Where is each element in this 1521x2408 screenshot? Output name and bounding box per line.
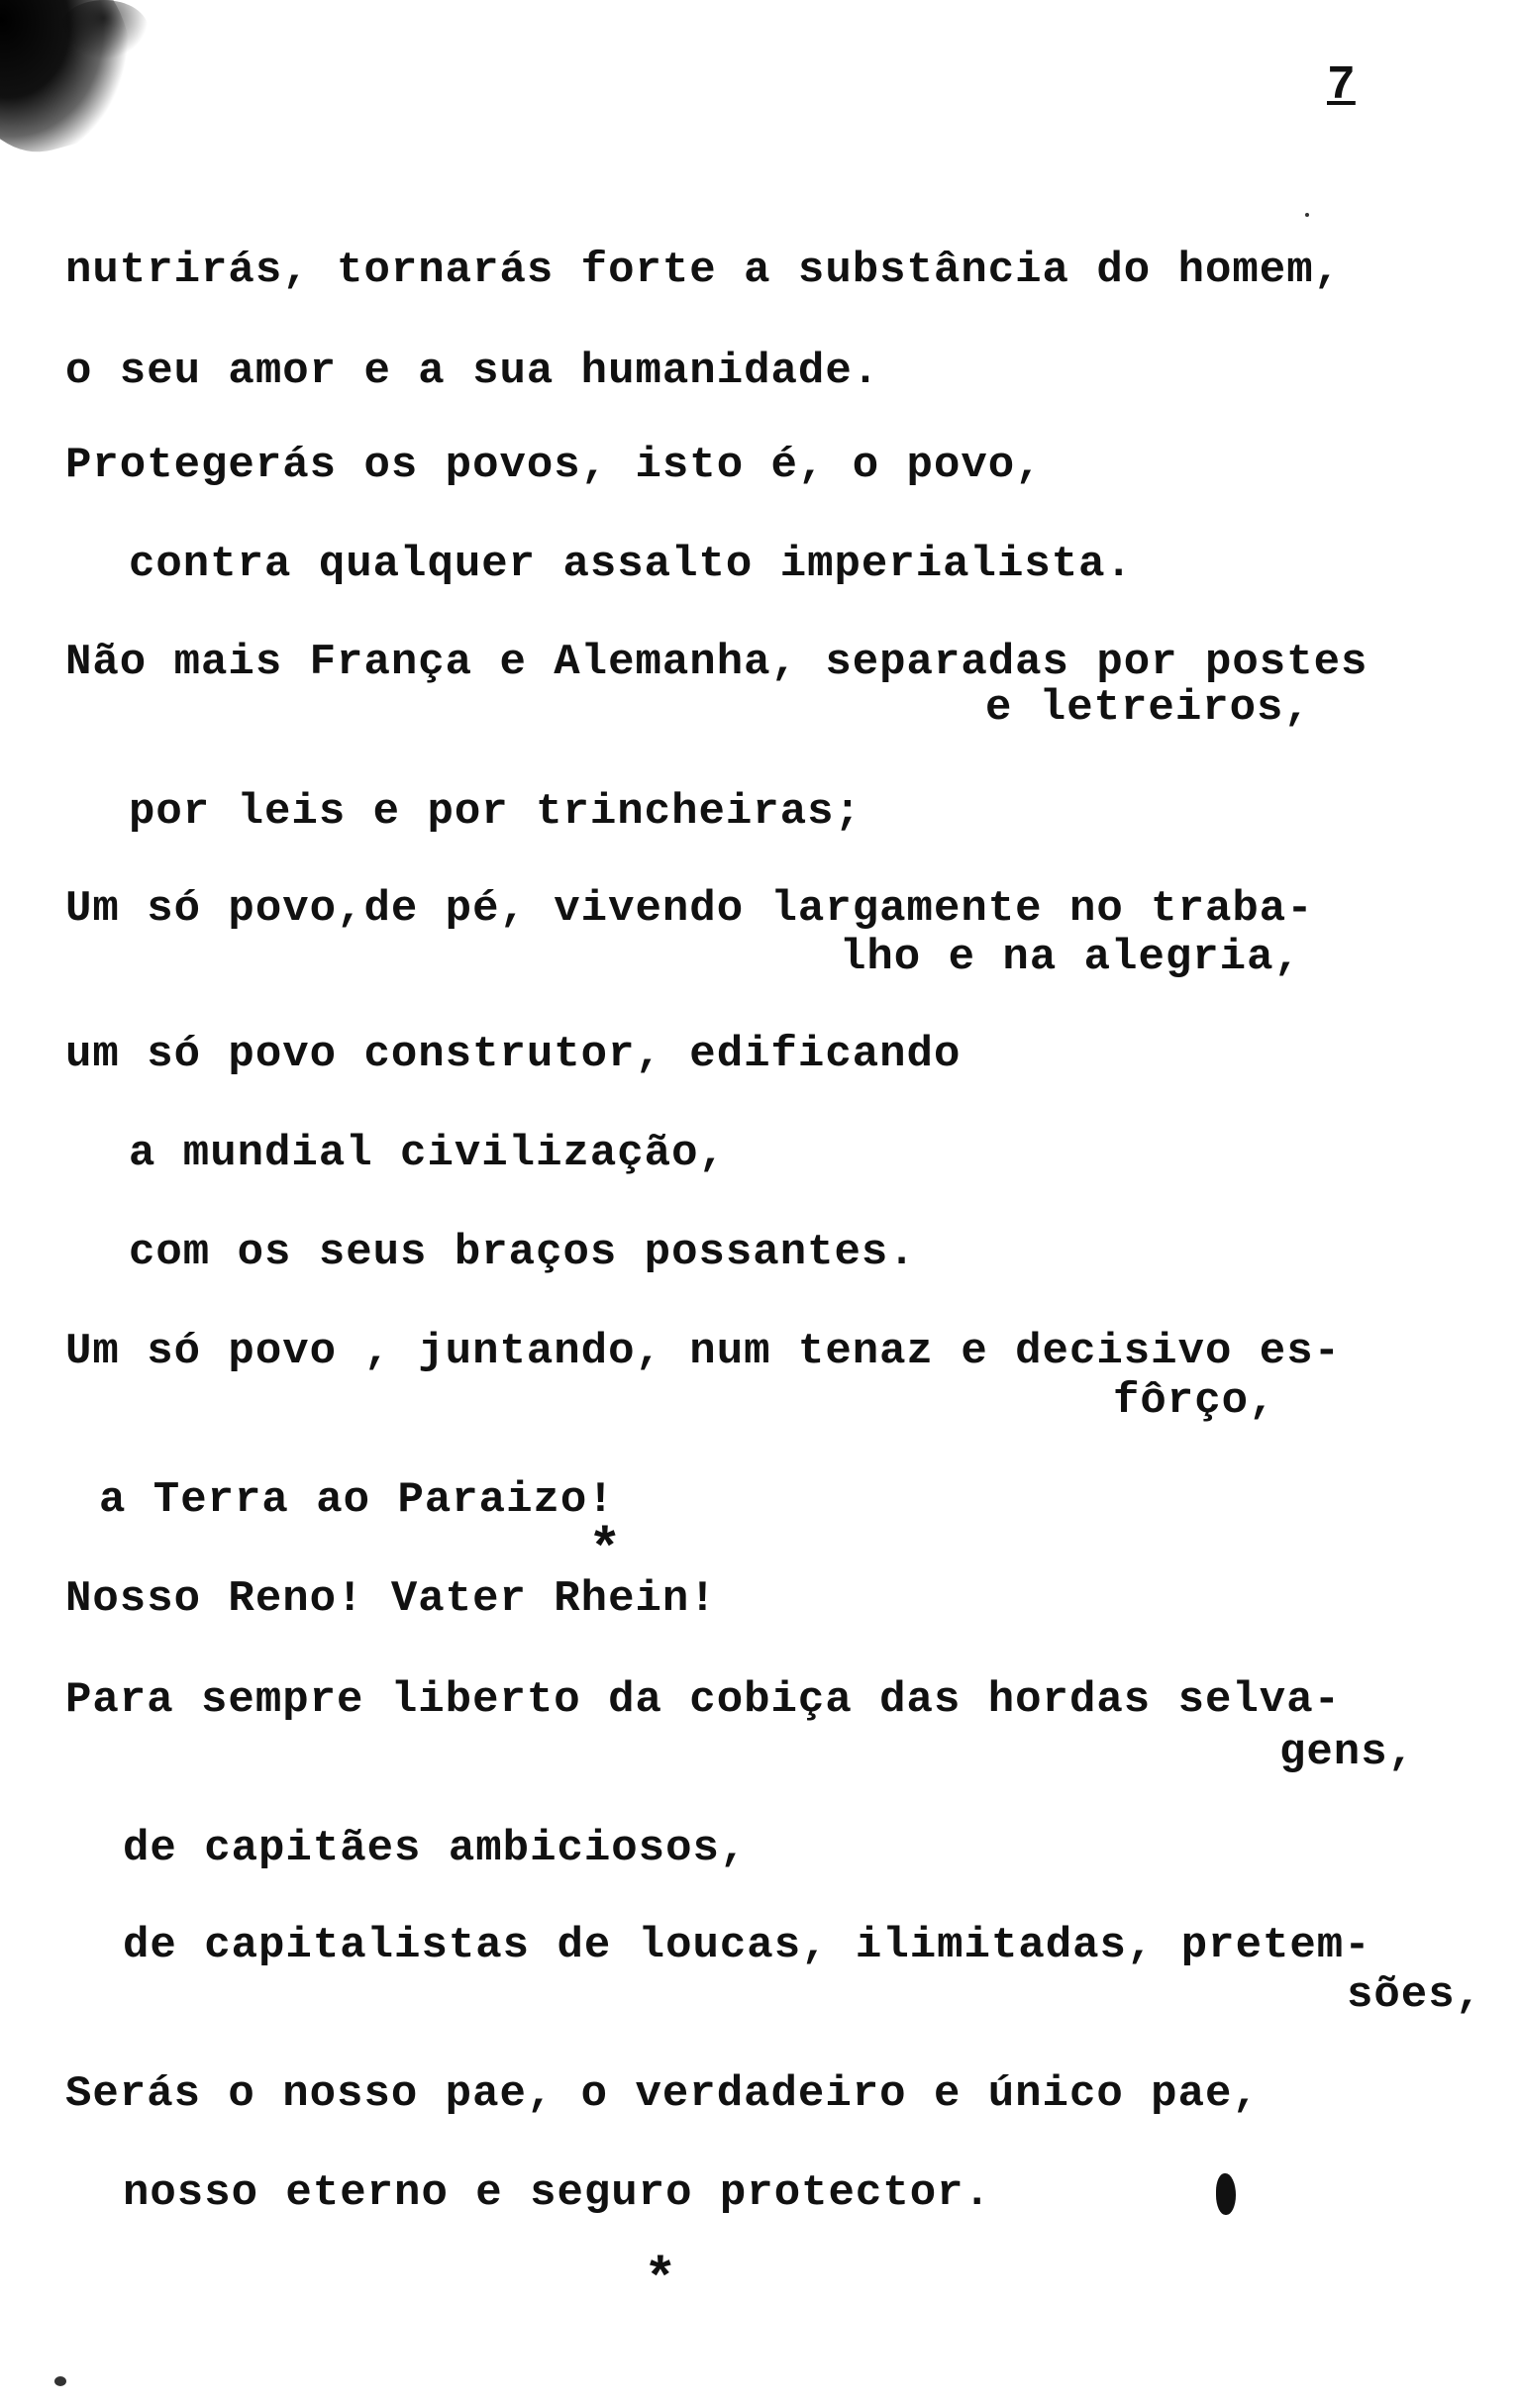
poem-line-9: a mundial civilização, (129, 1129, 726, 1178)
poem-line-14-continuation: gens, (1279, 1728, 1416, 1777)
poem-line-18: nosso eterno e seguro protector. (123, 2168, 991, 2218)
ink-smudge-faint (59, 0, 149, 59)
poem-line-17: Serás o nosso pae, o verdadeiro e único pae, (65, 2069, 1260, 2119)
ink-speck (54, 2376, 66, 2386)
poem-line-15: de capitães ambiciosos, (123, 1824, 748, 1873)
ink-speck-small (1305, 213, 1309, 217)
poem-line-5-continuation: e letreiros, (985, 683, 1311, 733)
separator-asterisk-1: * (588, 1519, 622, 1582)
poem-line-10: com os seus braços possantes. (129, 1228, 916, 1277)
poem-line-13: Nosso Reno! Vater Rhein! (65, 1574, 717, 1624)
poem-line-16-continuation: sões, (1347, 1970, 1483, 2020)
poem-line-11-continuation: fôrço, (1113, 1376, 1276, 1426)
poem-line-14: Para sempre liberto da cobiça das hordas selva- (65, 1675, 1342, 1725)
poem-line-12: a Terra ao Paraizo! (99, 1475, 615, 1525)
separator-asterisk-2: * (644, 2249, 677, 2312)
poem-line-1: nutrirás, tornarás forte a substância do homem, (65, 246, 1342, 295)
ink-blot (1216, 2173, 1236, 2215)
poem-line-6: por leis e por trincheiras; (129, 787, 862, 837)
poem-line-16: de capitalistas de loucas, ilimitadas, pretem- (123, 1921, 1371, 1970)
page-number: 7 (1327, 59, 1356, 113)
poem-line-3: Protegerás os povos, isto é, o povo, (65, 441, 1043, 490)
poem-line-5: Não mais França e Alemanha, separadas por postes (65, 638, 1369, 687)
poem-line-4: contra qualquer assalto imperialista. (129, 540, 1133, 589)
poem-line-2: o seu amor e a sua humanidade. (65, 347, 880, 396)
poem-line-7: Um só povo,de pé, vivendo largamente no traba- (65, 884, 1314, 934)
poem-line-8: um só povo construtor, edificando (65, 1030, 962, 1079)
poem-line-7-continuation: lho e na alegria, (840, 933, 1301, 982)
poem-line-11: Um só povo , juntando, num tenaz e decisivo es- (65, 1327, 1342, 1376)
